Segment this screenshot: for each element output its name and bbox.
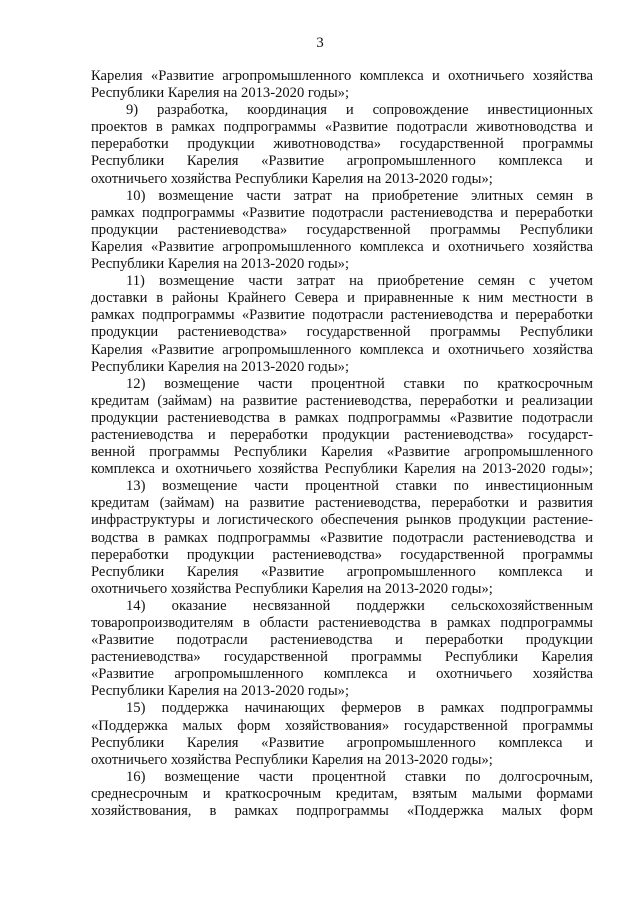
text-line: охотничьего хозяйства Республики Карелия на 2013-2020 годы»;	[91, 580, 493, 597]
text-line: кредитам (займам) на развитие растениеводства, переработки и развития	[91, 495, 593, 512]
text-line: Республики Карелия на 2013-2020 годы»;	[91, 256, 350, 273]
paragraph-first-line: 10) возмещение части затрат на приобретение элитных семян в	[126, 187, 593, 204]
text-line: среднесрочным и краткосрочным кредитам, взятым малыми формами	[91, 785, 593, 802]
text-line: продукции растениеводства» государственной программы Республики	[91, 221, 593, 238]
text-line: Республики Карелия на 2013-2020 годы»;	[91, 85, 350, 102]
text-line: кредитам (займам) на развитие растениеводства, переработки и реализации	[91, 392, 593, 409]
paragraph-first-line: 14) оказание несвязанной поддержки сельскохозяйственным	[126, 597, 593, 614]
text-line: проектов в рамках подпрограммы «Развитие подотрасли животноводства и	[91, 119, 593, 136]
text-line: продукции растениеводства» государственной программы Республики	[91, 324, 593, 341]
text-line: Республики Карелия на 2013-2020 годы»;	[91, 683, 350, 700]
text-line: товаропроизводителям в области растениеводства в рамках подпрограммы	[91, 615, 593, 631]
text-line: Республики Карелия «Развитие агропромышленного комплекса и	[91, 153, 593, 170]
text-line: рамках подпрограммы «Развитие подотрасли растениеводства и переработки	[91, 204, 593, 221]
text-line: «Развитие подотрасли растениеводства и переработки продукции	[91, 632, 593, 649]
text-line: растениеводства и переработки продукции растениеводства» государст-	[91, 426, 593, 443]
text-line: Карелия «Развитие агропромышленного комплекса и охотничьего хозяйства	[91, 238, 593, 255]
text-line: Республики Карелия «Развитие агропромышленного комплекса и	[91, 563, 593, 580]
text-line: инфраструктуры и логистического обеспечения рынков продукции растение-	[91, 512, 593, 529]
text-line: доставки в районы Крайнего Севера и приравненные к ним местности в	[91, 290, 593, 307]
text-line: водства в рамках подпрограммы «Развитие подотрасли растениеводства и	[91, 529, 593, 546]
paragraph-first-line: 13) возмещение части процентной ставки по инвестиционным	[126, 478, 593, 495]
text-line: переработки продукции животноводства» государственной программы	[91, 136, 593, 153]
document-body	[91, 68, 593, 820]
paragraph-first-line: 12) возмещение части процентной ставки по краткосрочным	[126, 375, 593, 392]
text-line: комплекса и охотничьего хозяйства Республики Карелия на 2013-2020 годы»;	[91, 461, 593, 478]
text-line: охотничьего хозяйства Республики Карелия на 2013-2020 годы»;	[91, 751, 493, 768]
text-line: рамках подпрограммы «Развитие подотрасли растениеводства и переработки	[91, 307, 593, 324]
paragraph-first-line: 16) возмещение части процентной ставки по долгосрочным,	[126, 768, 593, 785]
text-line: Карелия «Развитие агропромышленного комплекса и охотничьего хозяйства	[91, 341, 593, 358]
text-line: «Развитие агропромышленного комплекса и охотничьего хозяйства	[91, 666, 593, 683]
text-line: Республики Карелия «Развитие агропромышленного комплекса и	[91, 734, 593, 751]
text-line: Республики Карелия на 2013-2020 годы»;	[91, 358, 350, 375]
paragraph-first-line: 9) разработка, координация и сопровождение инвестиционных	[126, 102, 593, 119]
paragraph-first-line: 15) поддержка начинающих фермеров в рамках подпрограммы	[126, 700, 593, 717]
text-line: «Поддержка малых форм хозяйствования» государственной программы	[91, 717, 593, 734]
text-line: Карелия «Развитие агропромышленного комплекса и охотничьего хозяйства	[91, 68, 593, 84]
page-number: 3	[316, 35, 324, 51]
text-line: венной программы Республики Карелия «Развитие агропромышленного	[91, 444, 593, 461]
text-line: охотничьего хозяйства Республики Карелия на 2013-2020 годы»;	[91, 170, 493, 187]
text-line: растениеводства» государственной программы Республики Карелия	[91, 649, 593, 666]
paragraph-first-line: 11) возмещение части затрат на приобретение семян с учетом	[126, 273, 593, 290]
text-line: переработки продукции растениеводства» государственной программы	[91, 546, 593, 563]
text-line: продукции растениеводства в рамках подпрограммы «Развитие подотрасли	[91, 409, 593, 426]
text-line: хозяйствования, в рамках подпрограммы «Поддержка малых форм	[91, 803, 593, 820]
